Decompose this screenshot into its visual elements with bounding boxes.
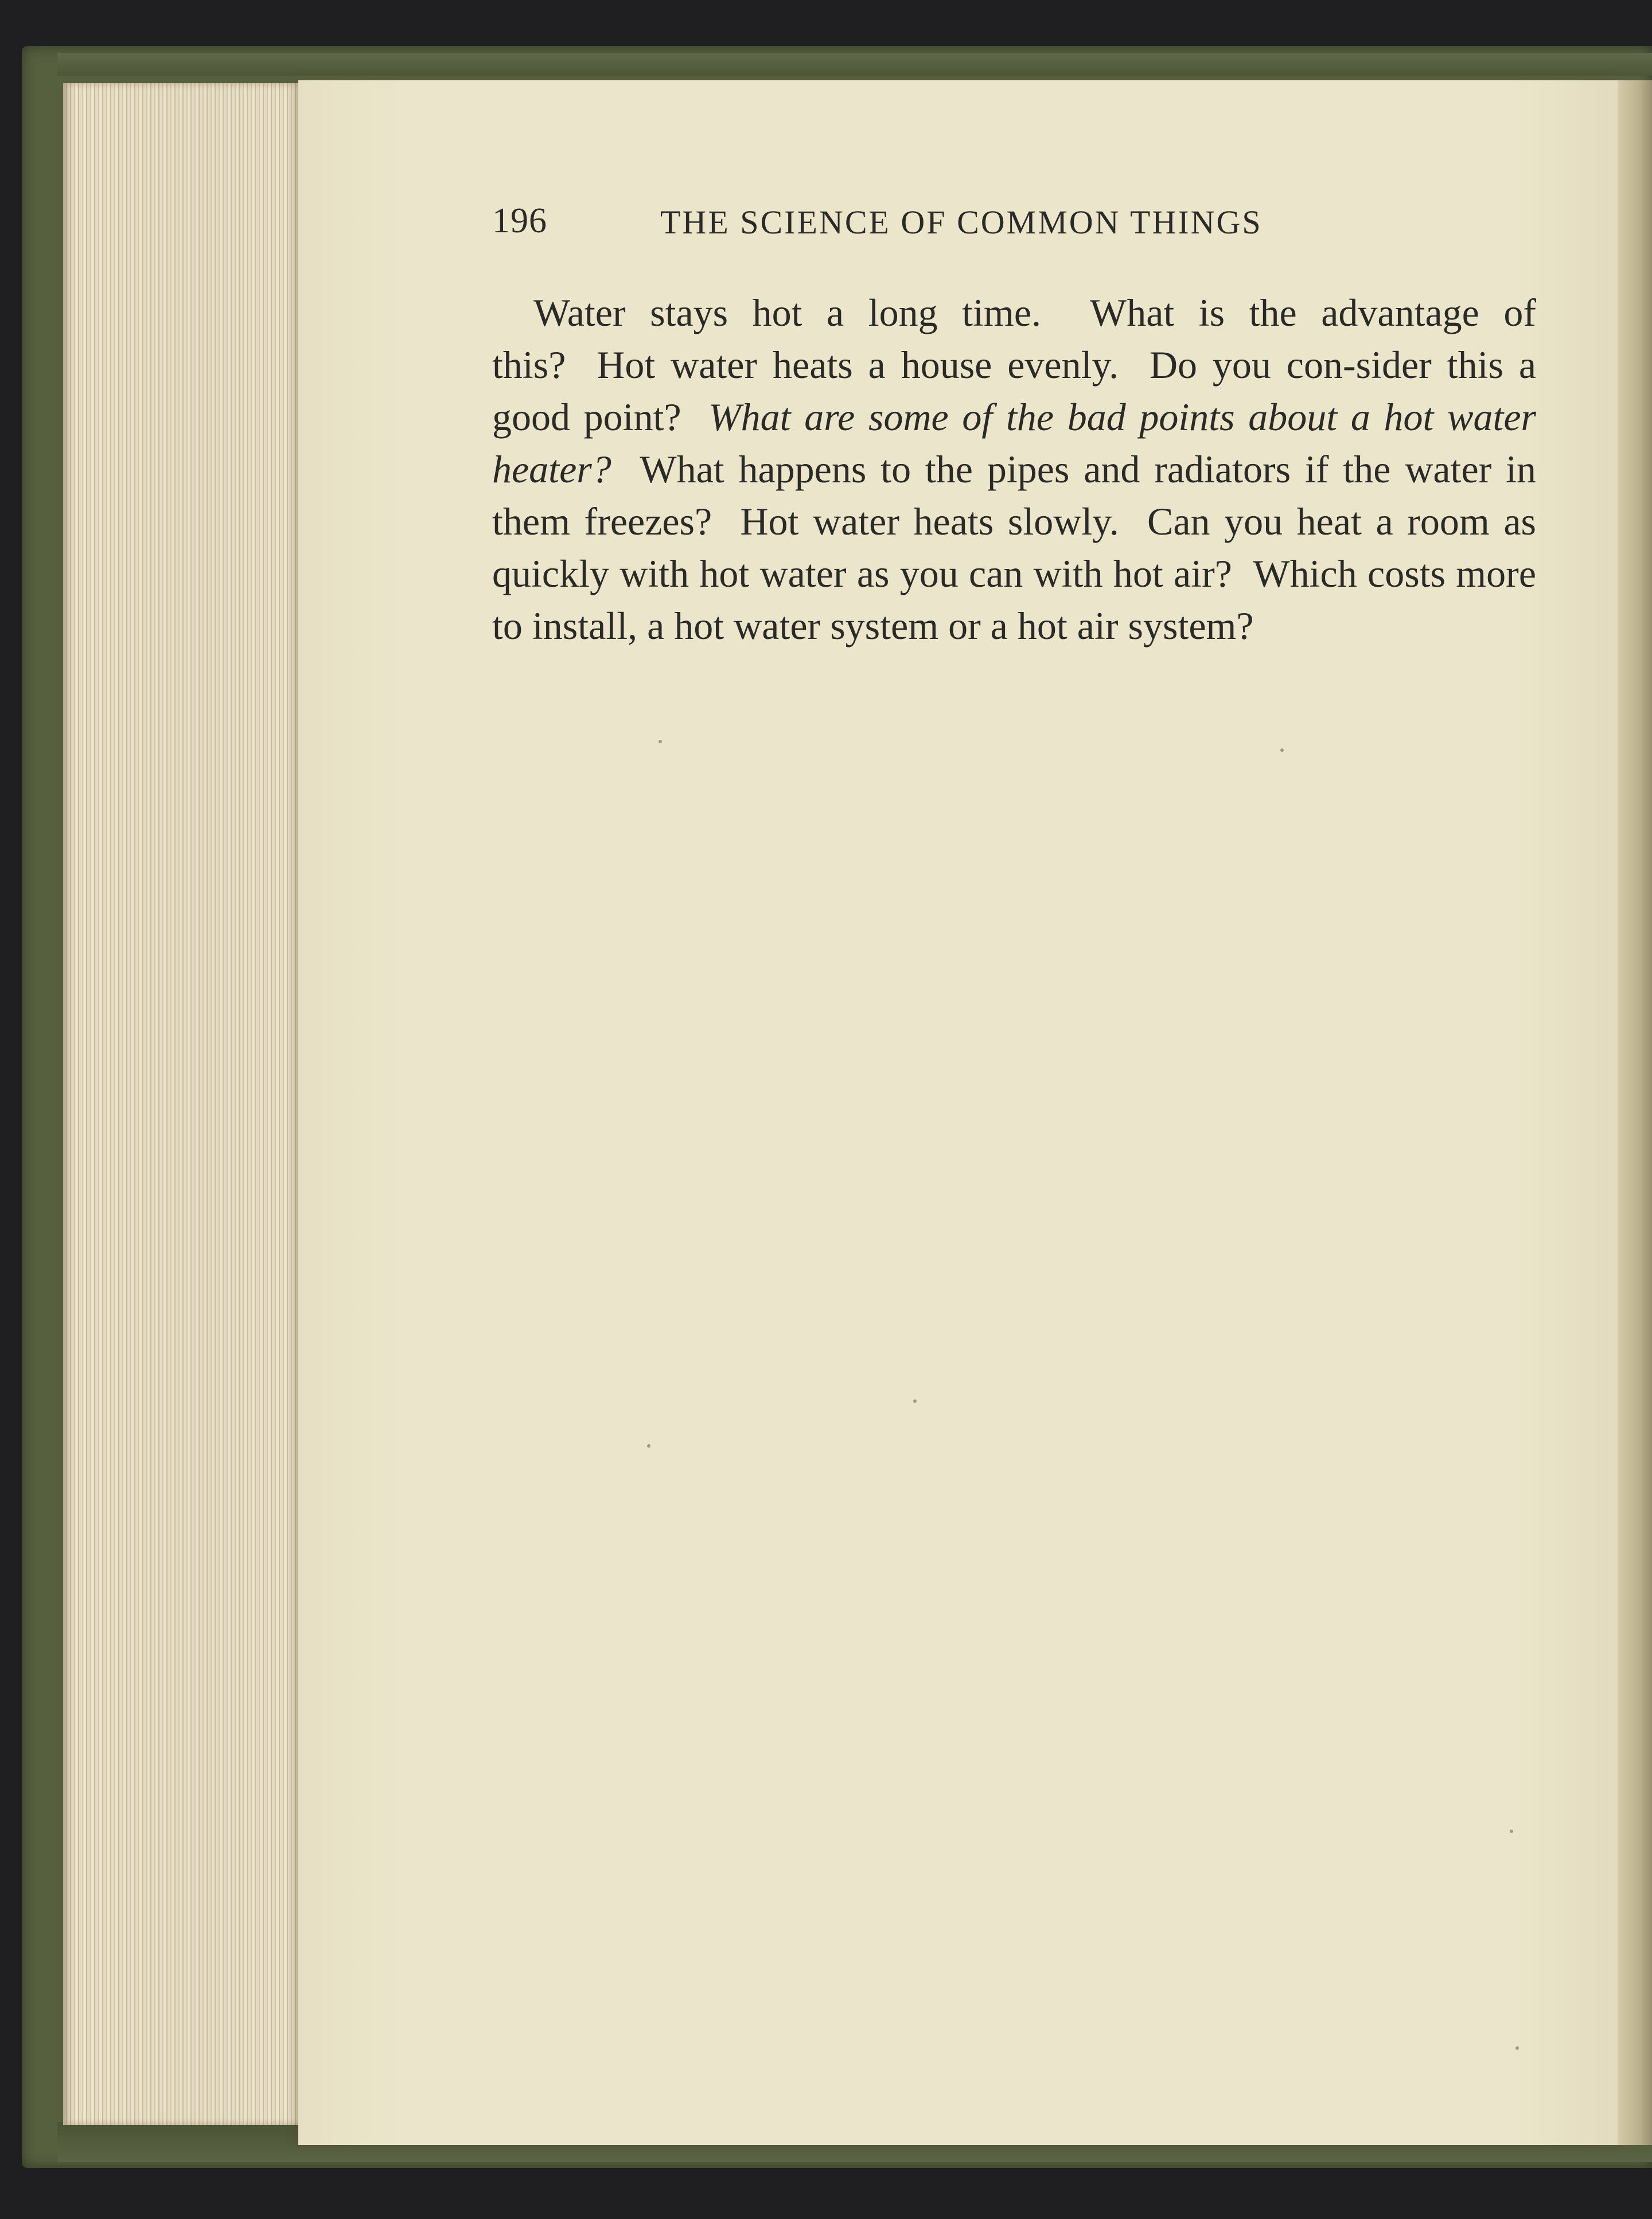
paper-speck	[913, 1399, 917, 1403]
sentence: What is the advantage of this?	[492, 291, 1536, 387]
sentence: What happens to the pipes and radiators if the water in them freezes?	[492, 447, 1536, 543]
paper-speck	[659, 740, 662, 743]
sentence: Hot water heats a house evenly.	[597, 343, 1119, 387]
sentence: Which costs more to install, a hot water system or a hot air system?	[492, 552, 1537, 648]
paper-speck	[1510, 1830, 1513, 1833]
cover-top-edge	[57, 53, 1652, 76]
page-number: 196	[492, 201, 547, 240]
sentence: Can you heat a room as quickly with hot water as you can with hot air?	[492, 500, 1537, 595]
italic-sentence: What are some of the bad points about a hot water heater?	[492, 395, 1536, 491]
page-header	[492, 201, 1536, 252]
sentence: Hot water heats slowly.	[740, 500, 1119, 543]
page-stack-edges	[63, 83, 315, 2125]
running-title: THE SCIENCE OF COMMON THINGS	[660, 204, 1263, 241]
paper-speck	[647, 1444, 650, 1448]
sentence: Water stays hot a long time.	[533, 291, 1041, 334]
body-paragraph	[492, 287, 1536, 652]
sentence: Do you con-sider this a good point?	[492, 343, 1537, 439]
paper-speck	[1280, 748, 1284, 752]
paper-speck	[1515, 2046, 1519, 2050]
page-gutter	[1618, 80, 1652, 2145]
